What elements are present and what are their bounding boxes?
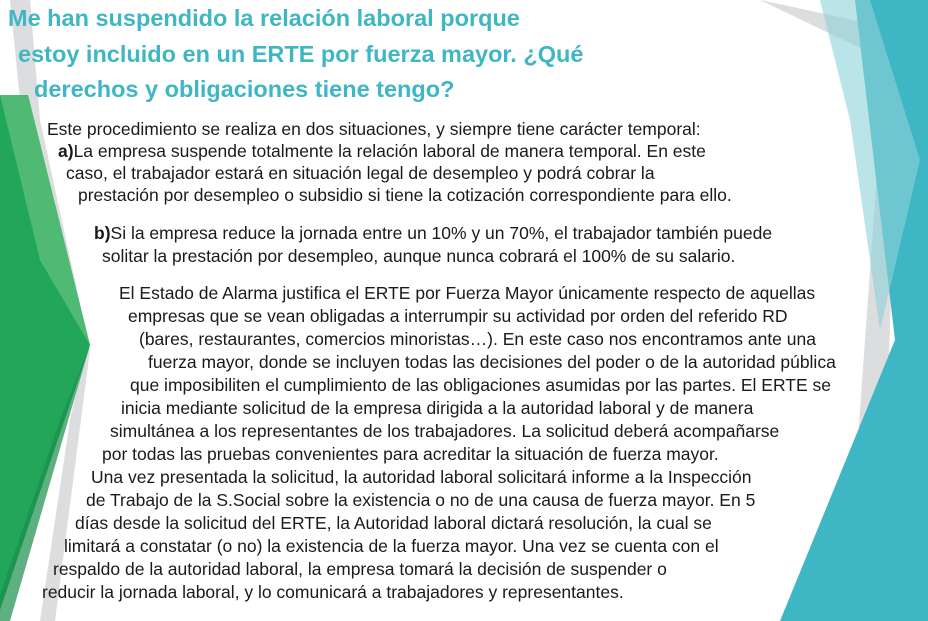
item-a-line-3: prestación por desempleo o subsidio si tiene la cotización correspondiente para ello. xyxy=(78,185,732,205)
paragraph-line-9: Una vez presentada la solicitud, la autoridad laboral solicitará informe a la Inspección xyxy=(91,467,752,487)
item-b-text-1: Si la empresa reduce la jornada entre un 10% y un 70%, el trabajador también puede xyxy=(110,223,773,243)
paragraph-line-4: fuerza mayor, donde se incluyen todas las decisiones del poder o de la autoridad pública xyxy=(148,352,836,372)
paragraph-line-12: limitará a constatar (o no) la existencia de la fuerza mayor. Una vez se cuenta con el xyxy=(64,536,719,556)
item-a-line-2: caso, el trabajador estará en situación legal de desempleo y podrá cobrar la xyxy=(66,163,655,183)
paragraph-line-10: de Trabajo de la S.Social sobre la existencia o no de una causa de fuerza mayor. En 5 xyxy=(86,490,756,510)
paragraph-line-11: días desde la solicitud del ERTE, la Autoridad laboral dictará resolución, la cual se xyxy=(75,513,712,533)
item-a-line-1 xyxy=(58,140,706,162)
paragraph-line-13: respaldo de la autoridad laboral, la empresa tomará la decisión de suspender o xyxy=(53,559,667,579)
paragraph-line-8: por todas las pruebas convenientes para acreditar la situación de fuerza mayor. xyxy=(102,444,719,464)
title-line-1: Me han suspendido la relación laboral porque xyxy=(8,5,520,31)
item-b-label: b) xyxy=(94,223,111,243)
item-b-line-2: solitar la prestación por desempleo, aunque nunca cobrará el 100% de su salario. xyxy=(102,246,736,266)
title-line-3: derechos y obligaciones tiene tengo? xyxy=(34,76,455,102)
paragraph-line-6: inicia mediante solicitud de la empresa dirigida a la autoridad laboral y de manera xyxy=(121,398,754,418)
paragraph-line-5: que imposibiliten el cumplimiento de las obligaciones asumidas por las partes. El ERTE se xyxy=(130,375,831,395)
paragraph-line-1: El Estado de Alarma justifica el ERTE por Fuerza Mayor únicamente respecto de aquellas xyxy=(119,283,816,303)
item-b-line-1 xyxy=(94,222,772,244)
paragraph-line-3: (bares, restaurantes, comercios minoristas…). En este caso nos encontramos ante una xyxy=(139,329,816,349)
item-a-label: a) xyxy=(58,141,74,161)
intro-text: Este procedimiento se realiza en dos situaciones, y siempre tiene carácter temporal: xyxy=(47,119,701,139)
paragraph-line-7: simultánea a los representantes de los trabajadores. La solicitud deberá acompañarse xyxy=(110,421,780,441)
item-a-text-1: La empresa suspende totalmente la relación laboral de manera temporal. En este xyxy=(73,141,706,161)
paragraph-line-14: reducir la jornada laboral, y lo comunicará a trabajadores y representantes. xyxy=(42,582,624,602)
title-line-2: estoy incluido en un ERTE por fuerza mayor. ¿Qué xyxy=(18,41,584,67)
paragraph-line-2: empresas que se vean obligadas a interrumpir su actividad por orden del referido RD xyxy=(128,306,788,326)
